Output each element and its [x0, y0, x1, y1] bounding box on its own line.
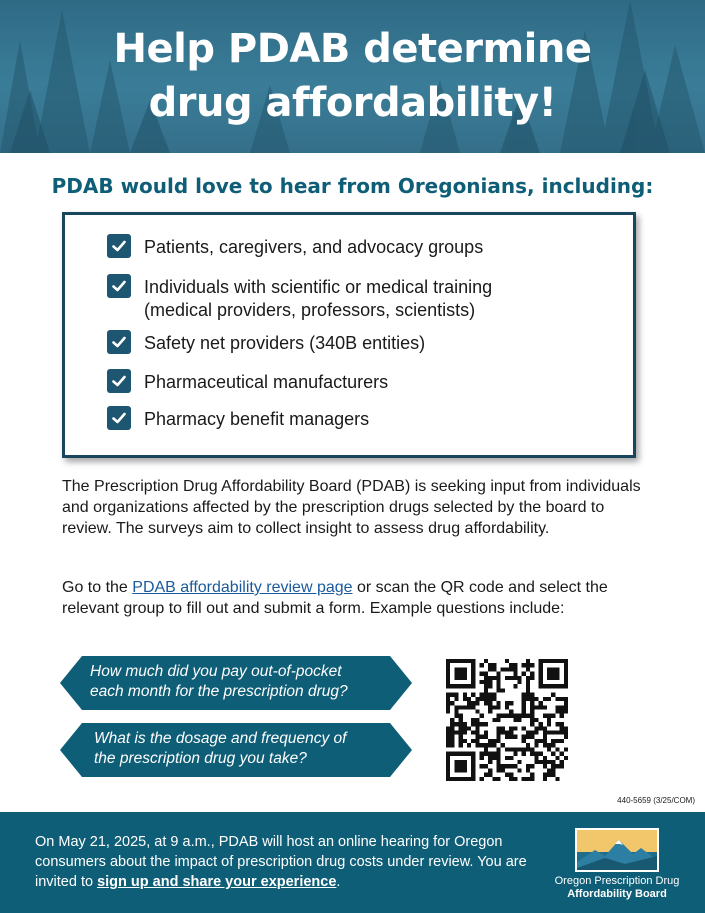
- instructions-text-before: Go to the: [62, 579, 133, 596]
- checklist-item: [107, 276, 564, 322]
- example-question: [90, 662, 390, 702]
- qr-code[interactable]: [446, 659, 568, 781]
- page-title: [0, 22, 705, 130]
- checkmark-icon: [107, 274, 131, 298]
- checkmark-icon: [107, 406, 131, 430]
- example-question-banner: [60, 723, 412, 777]
- footer-banner: [0, 812, 705, 913]
- checklist-item: [107, 332, 564, 355]
- hearing-text-end: .: [336, 874, 341, 890]
- checklist-item-sublabel: (medical providers, professors, scientists): [144, 300, 476, 320]
- document-number: 440-5659 (3/25/COM): [617, 796, 695, 805]
- checklist-item: [107, 408, 564, 431]
- checklist-item-label: Safety net providers (340B entities): [144, 333, 426, 353]
- mountain-logo-icon: [575, 828, 659, 872]
- example-question: [94, 729, 394, 769]
- question-line-1: What is the dosage and frequency of: [94, 730, 347, 747]
- title-line-1: Help PDAB determine: [113, 26, 592, 72]
- hearing-text: On May 21, 2025, at 9 a.m., PDAB will host an online hearing for Oregon consumers about the impact of prescription drug costs under review. You are invited to: [35, 834, 527, 890]
- checkmark-icon: [107, 369, 131, 393]
- question-line-2: each month for the prescription drug?: [90, 683, 348, 700]
- checklist-item-label: Individuals with scientific or medical training: [144, 277, 493, 297]
- checklist-item: [107, 371, 564, 394]
- question-line-2: the prescription drug you take?: [94, 750, 307, 767]
- hearing-announcement: [35, 832, 545, 892]
- intro-paragraph: The Prescription Drug Affordability Board (PDAB) is seeking input from individuals and organizations affected by the prescription drugs selected by the board to review. The surveys aim to collect insight to assess drug affordability.: [62, 478, 641, 537]
- audience-checklist: [62, 212, 636, 458]
- checkmark-icon: [107, 330, 131, 354]
- hero-banner: [0, 0, 705, 153]
- title-line-2: drug affordability!: [148, 80, 557, 126]
- pdab-logo: [542, 828, 692, 901]
- instructions-paragraph: [62, 577, 647, 619]
- checklist-item-label: Pharmacy benefit managers: [144, 409, 370, 429]
- review-page-link[interactable]: PDAB affordability review page: [132, 579, 353, 596]
- example-question-banner: [60, 656, 412, 710]
- checklist-item-label: Patients, caregivers, and advocacy groups: [144, 237, 484, 257]
- logo-name-line-1: Oregon Prescription Drug: [554, 875, 680, 887]
- checklist-item: [107, 236, 564, 259]
- logo-name-line-2: Affordability Board: [567, 888, 667, 900]
- subheading: PDAB would love to hear from Oregonians, including:: [51, 174, 654, 198]
- question-line-1: How much did you pay out-of-pocket: [90, 663, 342, 680]
- checklist-item-label: Pharmaceutical manufacturers: [144, 372, 389, 392]
- signup-link[interactable]: sign up and share your experience: [97, 874, 337, 890]
- instructions-text-after: or scan the QR code and select the relevant group to fill out and submit a form. Example questions include:: [62, 579, 608, 617]
- checkmark-icon: [107, 234, 131, 258]
